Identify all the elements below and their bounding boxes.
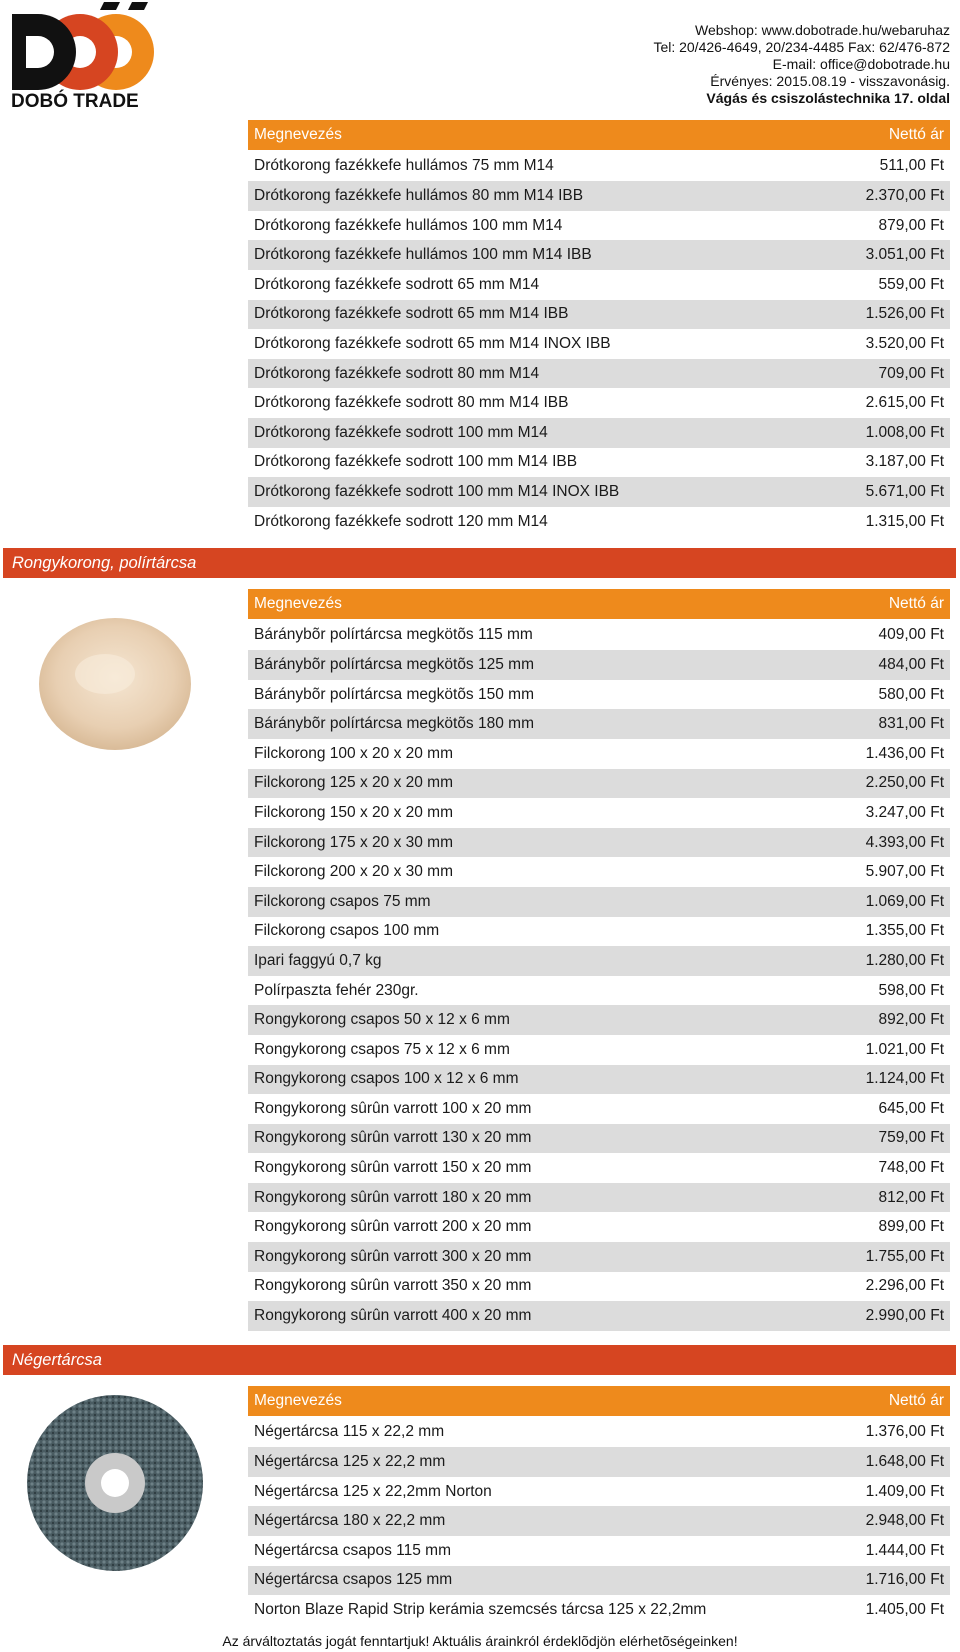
table-row [248,976,950,1006]
product-name: Drótkorong fazékkefe sodrott 100 mm M14 [248,418,814,448]
product-price: 4.393,00 Ft [784,828,950,858]
col-name-header: Megnevezés [248,1386,836,1417]
product-price: 1.526,00 Ft [814,300,950,330]
product-price: 1.376,00 Ft [865,1423,944,1441]
table-row [248,1566,950,1596]
product-name: Filckorong 175 x 20 x 30 mm [248,828,784,858]
table-row [248,798,950,828]
product-name: Filckorong 150 x 20 x 20 mm [254,803,454,821]
page-label: Vágás és csiszolástechnika 17. oldal [706,90,950,106]
table-row [248,507,950,537]
table-row [248,240,950,270]
product-price: 2.250,00 Ft [784,769,950,799]
product-name: Drótkorong fazékkefe sodrott 120 mm M14 [254,512,548,530]
product-name: Rongykorong sûrûn varrott 350 x 20 mm [254,1277,532,1295]
product-name: Drótkorong fazékkefe sodrott 80 mm M14 [248,359,814,389]
validity-line: Érvényes: 2015.08.19 - visszavonásig. [710,73,950,89]
product-name: Filckorong 200 x 20 x 30 mm [254,863,454,881]
webshop-line: Webshop: www.dobotrade.hu/webaruhaz [694,22,950,38]
product-name: Báránybõr polírtárcsa megkötõs 125 mm [248,650,784,680]
product-name: Báránybõr polírtárcsa megkötõs 115 mm [254,626,533,644]
footer-note: Az árváltoztatás jogát fenntartjuk! Aktuális árainkról érdeklõdjön elérhetõségeinken! [222,1633,738,1649]
product-price: 1.280,00 Ft [784,946,950,976]
logo-text: DOBÓ TRADE [11,91,139,112]
product-name: Rongykorong sûrûn varrott 200 x 20 mm [254,1218,532,1236]
table-row [248,828,950,858]
section-title-polish: Rongykorong, polírtárcsa [3,548,956,578]
product-name: Négertárcsa 180 x 22,2 mm [248,1506,836,1536]
table-row [248,1536,950,1566]
product-name: Rongykorong sûrûn varrott 400 x 20 mm [248,1301,784,1331]
email-line: E-mail: office@dobotrade.hu [772,56,950,72]
product-price: 580,00 Ft [878,685,944,703]
product-price: 645,00 Ft [878,1099,944,1117]
table-row [248,1065,950,1095]
col-price-header: Nettó ár [836,1386,950,1417]
product-name: Polírpaszta fehér 230gr. [254,981,419,999]
product-price: 484,00 Ft [784,650,950,680]
product-name: Rongykorong sûrûn varrott 130 x 20 mm [248,1124,784,1154]
table-row [248,887,950,917]
product-price: 3.247,00 Ft [865,803,944,821]
table-row [248,1272,950,1302]
product-name: Drótkorong fazékkefe sodrott 65 mm M14 IBB [248,300,814,330]
product-price: 2.370,00 Ft [814,181,950,211]
product-price: 3.051,00 Ft [814,240,950,270]
product-name: Filckorong 100 x 20 x 20 mm [254,744,454,762]
table-row [248,388,950,418]
table-row [248,917,950,947]
product-price: 3.187,00 Ft [865,453,944,471]
table-row [248,769,950,799]
polish-price-table [248,589,950,1331]
table-row [248,1094,950,1124]
table-row [248,857,950,887]
product-price: 1.008,00 Ft [814,418,950,448]
product-price: 1.409,00 Ft [865,1482,944,1500]
product-price: 759,00 Ft [784,1124,950,1154]
table-row [248,1242,950,1272]
product-price: 409,00 Ft [878,626,944,644]
product-price: 2.948,00 Ft [836,1506,950,1536]
product-price: 1.436,00 Ft [865,744,944,762]
col-price-header: Nettó ár [814,120,950,151]
product-price: 1.755,00 Ft [784,1242,950,1272]
product-name: Rongykorong sûrûn varrott 150 x 20 mm [254,1159,532,1177]
product-name: Norton Blaze Rapid Strip kerámia szemcsés tárcsa 125 x 22,2mm [254,1600,707,1618]
product-price: 899,00 Ft [878,1218,944,1236]
product-name: Rongykorong csapos 100 x 12 x 6 mm [248,1065,784,1095]
product-price: 511,00 Ft [879,157,944,175]
table-row [248,1301,950,1331]
product-name: Drótkorong fazékkefe sodrott 80 mm M14 IBB [254,394,569,412]
product-price: 1.648,00 Ft [836,1447,950,1477]
product-name: Drótkorong fazékkefe hullámos 75 mm M14 [254,157,554,175]
table-row [248,1417,950,1448]
table-row [248,739,950,769]
table-row [248,946,950,976]
lambswool-pad-image [35,616,195,754]
product-name: Négertárcsa 125 x 22,2mm Norton [254,1482,492,1500]
product-name: Négertárcsa 115 x 22,2 mm [254,1423,445,1441]
product-price: 1.355,00 Ft [865,922,944,940]
product-price: 812,00 Ft [784,1183,950,1213]
col-price-header: Nettó ár [784,589,950,620]
table-row [248,329,950,359]
product-price: 831,00 Ft [784,709,950,739]
product-name: Rongykorong sûrûn varrott 300 x 20 mm [248,1242,784,1272]
product-price: 879,00 Ft [878,216,944,234]
product-name: Rongykorong csapos 75 x 12 x 6 mm [254,1040,510,1058]
col-name-header: Megnevezés [248,120,814,151]
table-row [248,211,950,241]
dobo-trade-logo [8,0,158,112]
product-price: 2.990,00 Ft [784,1301,950,1331]
product-price: 709,00 Ft [814,359,950,389]
table-row [248,359,950,389]
product-name: Filckorong csapos 75 mm [248,887,784,917]
col-name-header: Megnevezés [248,589,784,620]
table-row [248,1005,950,1035]
product-name: Drótkorong fazékkefe hullámos 80 mm M14 IBB [248,181,814,211]
table-row [248,709,950,739]
table-row [248,1506,950,1536]
table-row [248,1477,950,1507]
product-price: 1.021,00 Ft [865,1040,944,1058]
phone-line: Tel: 20/426-4649, 20/234-4485 Fax: 62/476-872 [653,39,950,55]
section-title-strip-disc: Négertárcsa [3,1345,956,1375]
product-price: 1.069,00 Ft [784,887,950,917]
table-row [248,151,950,182]
product-price: 1.716,00 Ft [836,1566,950,1596]
product-price: 1.405,00 Ft [865,1600,944,1618]
table-row [248,181,950,211]
table-row [248,680,950,710]
product-name: Rongykorong csapos 50 x 12 x 6 mm [248,1005,784,1035]
product-price: 1.444,00 Ft [865,1541,944,1559]
product-price: 559,00 Ft [878,275,944,293]
product-price: 598,00 Ft [878,981,944,999]
product-name: Ipari faggyú 0,7 kg [248,946,784,976]
product-name: Drótkorong fazékkefe sodrott 65 mm M14 INOX IBB [254,334,611,352]
product-name: Filckorong 125 x 20 x 20 mm [248,769,784,799]
table-row [248,620,950,651]
product-price: 3.520,00 Ft [865,334,944,352]
product-price: 892,00 Ft [784,1005,950,1035]
product-name: Négertárcsa csapos 115 mm [254,1541,451,1559]
product-price: 2.615,00 Ft [865,394,944,412]
strip-disc-image [24,1392,206,1574]
table-row [248,650,950,680]
product-name: Rongykorong sûrûn varrott 180 x 20 mm [248,1183,784,1213]
table-row [248,477,950,507]
product-name: Filckorong csapos 100 mm [254,922,440,940]
product-price: 1.315,00 Ft [865,512,944,530]
table-row [248,270,950,300]
table-row [248,1212,950,1242]
table-row [248,1124,950,1154]
table-row [248,418,950,448]
product-name: Négertárcsa 125 x 22,2 mm [248,1447,836,1477]
strip-disc-price-table [248,1386,950,1625]
table-row [248,1153,950,1183]
product-name: Drótkorong fazékkefe sodrott 100 mm M14 INOX IBB [248,477,814,507]
product-price: 748,00 Ft [878,1159,944,1177]
table-row [248,300,950,330]
table-row [248,448,950,478]
product-name: Rongykorong sûrûn varrott 100 x 20 mm [254,1099,532,1117]
product-price: 1.124,00 Ft [784,1065,950,1095]
product-name: Drótkorong fazékkefe hullámos 100 mm M14 [254,216,563,234]
product-name: Drótkorong fazékkefe sodrott 100 mm M14 IBB [254,453,578,471]
product-name: Drótkorong fazékkefe sodrott 65 mm M14 [254,275,540,293]
brush-price-table [248,120,950,536]
product-name: Drótkorong fazékkefe hullámos 100 mm M14 IBB [248,240,814,270]
product-price: 5.671,00 Ft [814,477,950,507]
product-price: 5.907,00 Ft [865,863,944,881]
header-contact-info [653,22,950,107]
product-name: Négertárcsa csapos 125 mm [248,1566,836,1596]
product-name: Báránybõr polírtárcsa megkötõs 150 mm [254,685,534,703]
table-row [248,1183,950,1213]
product-price: 2.296,00 Ft [865,1277,944,1295]
table-row [248,1595,950,1625]
table-row [248,1035,950,1065]
table-row [248,1447,950,1477]
product-name: Báránybõr polírtárcsa megkötõs 180 mm [248,709,784,739]
